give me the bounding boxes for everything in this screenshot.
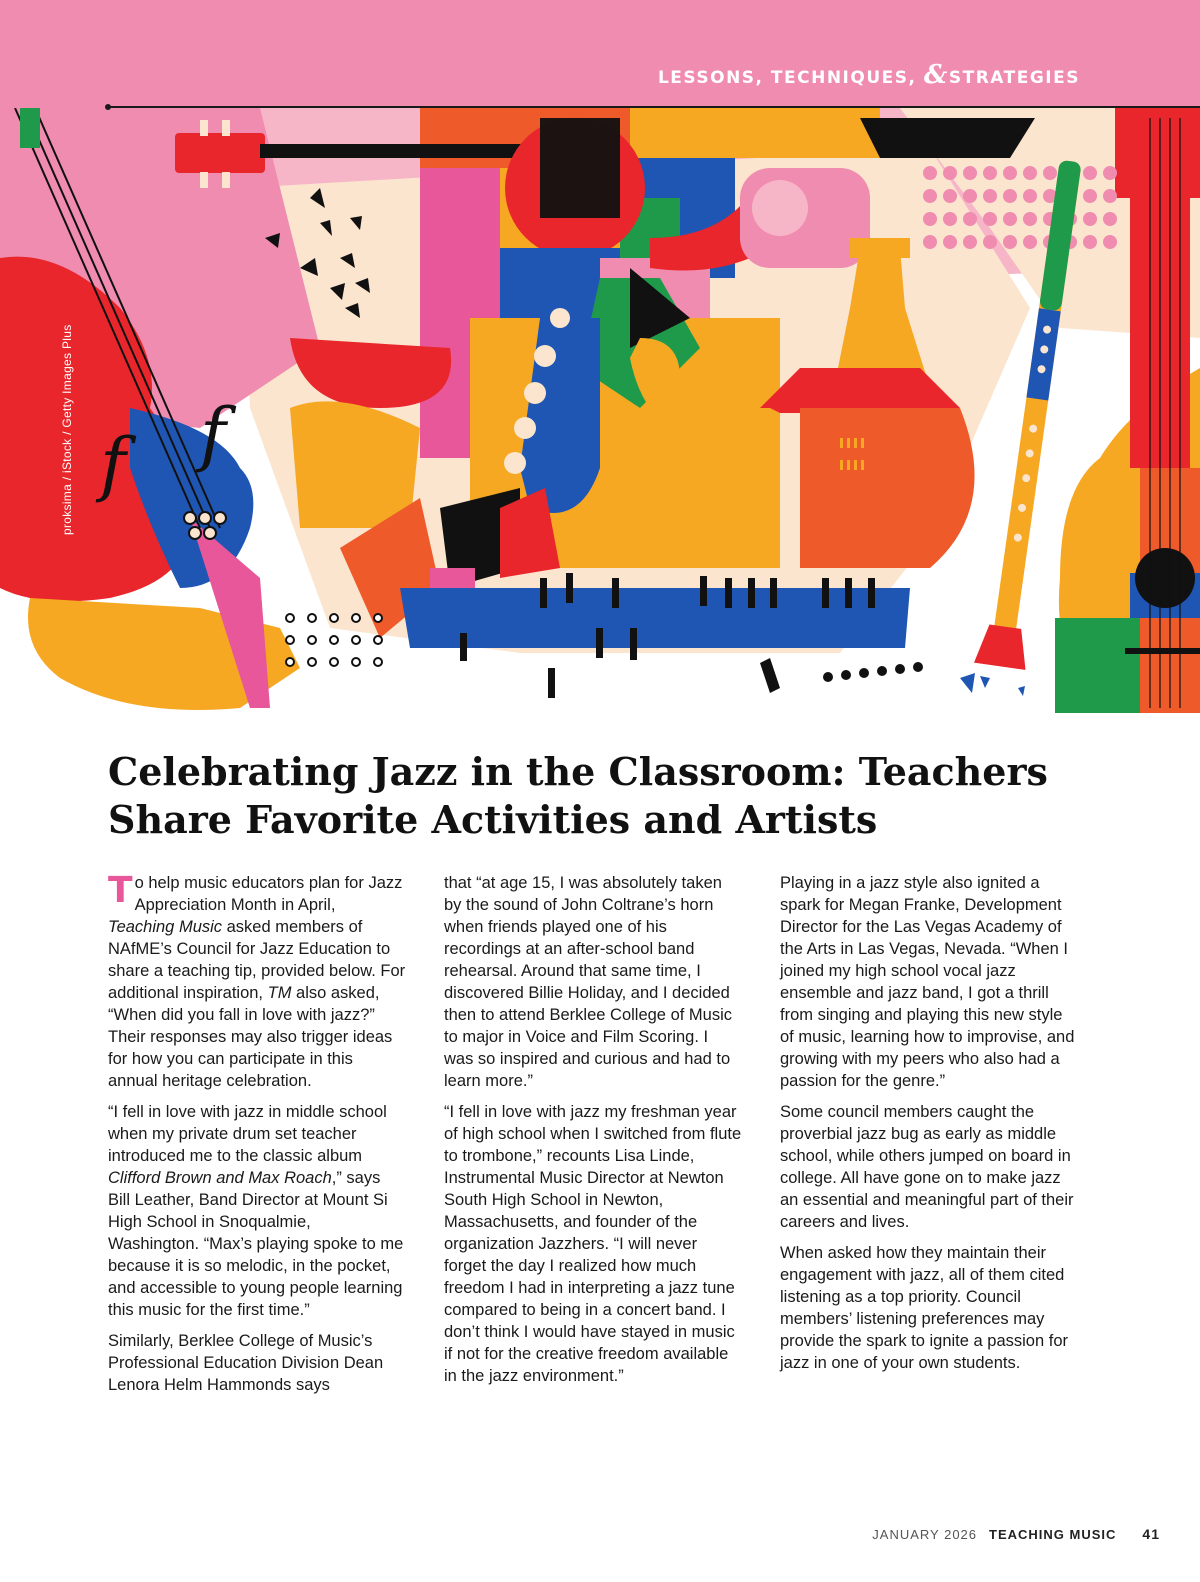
article-headline xyxy=(108,748,1098,844)
drop-cap: T xyxy=(108,870,133,911)
svg-text:f: f xyxy=(100,423,126,505)
page-number: 41 xyxy=(1142,1526,1160,1542)
paragraph: When asked how they maintain their engagement with jazz, all of them cited listening as a top priority. Council members’ listening preferences may provide the spark to ignite a passion for jazz in one of your own students. xyxy=(780,1244,1069,1372)
paragraph: “I fell in love with jazz in middle school when my private drum set teacher introduced me to the classic album Clifford Brown and Max Roach,” says Bill Leather, Band Director at Mount Si High School in Snoqualmie, Washington. “Max’s playing spoke to me because it is so melodic, in the pocket, and accessible to young people learning this music for the first time.” xyxy=(108,1103,404,1319)
page-footer xyxy=(872,1526,1160,1542)
article-column-3 xyxy=(780,872,1078,1383)
magazine-name: TEACHING MUSIC xyxy=(989,1527,1117,1542)
paragraph: that “at age 15, I was absolutely taken by the sound of John Coltrane’s horn when friends played one of his recordings at an after-school band rehearsal. Around that same time, I discovered Billie Holiday, and I decided then to attend Berklee College of Music to major in Voice and Film Scoring. I was so inspired and curious and had to learn more.” xyxy=(444,874,733,1090)
photo-credit: proksima / iStock / Getty Images Plus xyxy=(60,324,74,535)
jazz-instruments-illustration xyxy=(0,108,1200,718)
article-column-1 xyxy=(108,872,406,1405)
section-label: LESSONS, TECHNIQUES, &STRATEGIES xyxy=(657,60,1080,90)
svg-text:f: f xyxy=(200,393,226,475)
paragraph: Some council members caught the proverbial jazz bug as early as middle school, while others jumped on board in college. All have gone on to make jazz an essential and meaningful part of their careers and lives. xyxy=(780,1103,1074,1231)
issue-date: JANUARY 2026 xyxy=(872,1527,978,1542)
article-column-2 xyxy=(444,872,742,1396)
top-rule xyxy=(108,106,1200,108)
headline-line-2: Share Favorite Activities and Artists xyxy=(108,797,878,842)
paragraph: Similarly, Berklee College of Music’s Professional Education Division Dean Lenora Helm Hammonds says xyxy=(108,1332,384,1394)
paragraph: To help music educators plan for Jazz Appreciation Month in April, Teaching Music asked members of NAfME’s Council for Jazz Education to share a teaching tip, provided below. For additional inspiration, TM also asked, “When did you fall in love with jazz?” Their responses may also trigger ideas for how you can participate in this annual heritage celebration. xyxy=(108,870,406,1090)
paragraph: “I fell in love with jazz my freshman year of high school when I switched from flute to trombone,” recounts Lisa Linde, Instrumental Music Director at Newton South High School in Newton, Massachusetts, and founder of the organization Jazzhers. “I will never forget the day I realized how much freedom I had in interpreting a jazz tune compared to being in a concert band. I don’t think I would have stayed in music if not for the creative freedom available in the jazz environment.” xyxy=(444,1103,742,1385)
header-band xyxy=(0,0,1200,110)
headline-line-1: Celebrating Jazz in the Classroom: Teachers xyxy=(108,749,1048,794)
paragraph: Playing in a jazz style also ignited a spark for Megan Franke, Development Director for the Las Vegas Academy of the Arts in Las Vegas, Nevada. “When I joined my high school vocal jazz ensemble and jazz band, I got a thrill from singing and playing this new style of music, learning how to improvise, and growing with my peers who also had a passion for the genre.” xyxy=(780,874,1075,1090)
